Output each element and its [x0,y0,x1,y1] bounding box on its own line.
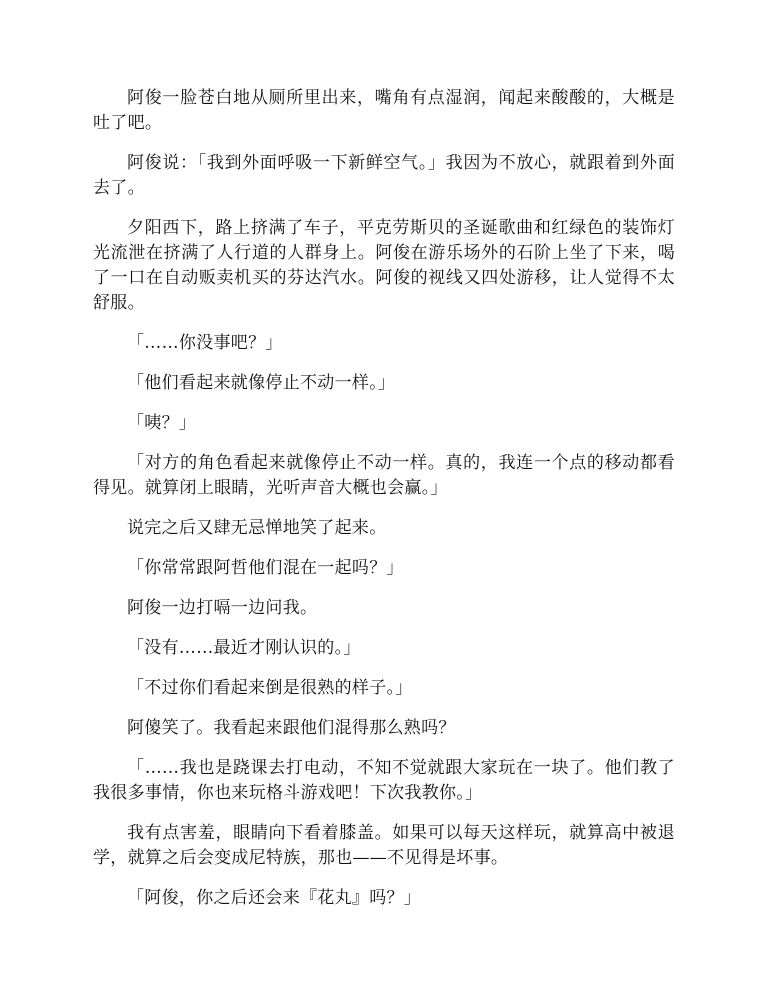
paragraph: 「你常常跟阿哲他们混在一起吗？」 [127,558,404,578]
paragraph: 「阿俊，你之后还会来『花丸』吗？」 [127,888,422,908]
paragraph: 「对方的角色看起来就像停止不动一样。真的，我连一个点的移动都看得见。就算闭上眼睛，光听声音大概也会赢。」 [93,453,675,498]
paragraph: 阿俊说：「我到外面呼吸一下新鲜空气。」我因为不放心，就跟着到外面去了。 [93,153,675,198]
text-body [93,86,675,926]
paragraph: 「他们看起来就像停止不动一样。」 [127,373,396,393]
paragraph: 说完之后又肆无忌惮地笑了起来。 [127,518,387,538]
paragraph: 「不过你们看起来倒是很熟的样子。」 [127,678,413,698]
paragraph: 「咦？」 [127,413,197,433]
paragraph: 阿俊一脸苍白地从厕所里出来，嘴角有点湿润，闻起来酸酸的，大概是吐了吧。 [93,88,675,133]
paragraph: 阿俊一边打嗝一边问我。 [127,598,318,618]
paragraph: 阿傻笑了。我看起来跟他们混得那么熟吗？ [127,718,456,738]
paragraph: 「……我也是跷课去打电动，不知不觉就跟大家玩在一块了。他们教了我很多事情，你也来玩格斗游戏吧！下次我教你。」 [93,758,675,803]
paragraph: 夕阳西下，路上挤满了车子，平克劳斯贝的圣诞歌曲和红绿色的装饰灯光流泄在挤满了人行道的人群身上。阿俊在游乐场外的石阶上坐了下来，喝了一口在自动贩卖机买的芬达汽水。阿俊的视线又四处游移，让人觉得不太舒服。 [93,218,675,313]
paragraph: 「没有……最近才刚认识的。」 [127,638,361,658]
paragraph: 我有点害羞，眼睛向下看着膝盖。如果可以每天这样玩，就算高中被退学，就算之后会变成尼特族，那也——不见得是坏事。 [93,823,675,868]
paragraph: 「……你没事吧？」 [127,333,283,353]
